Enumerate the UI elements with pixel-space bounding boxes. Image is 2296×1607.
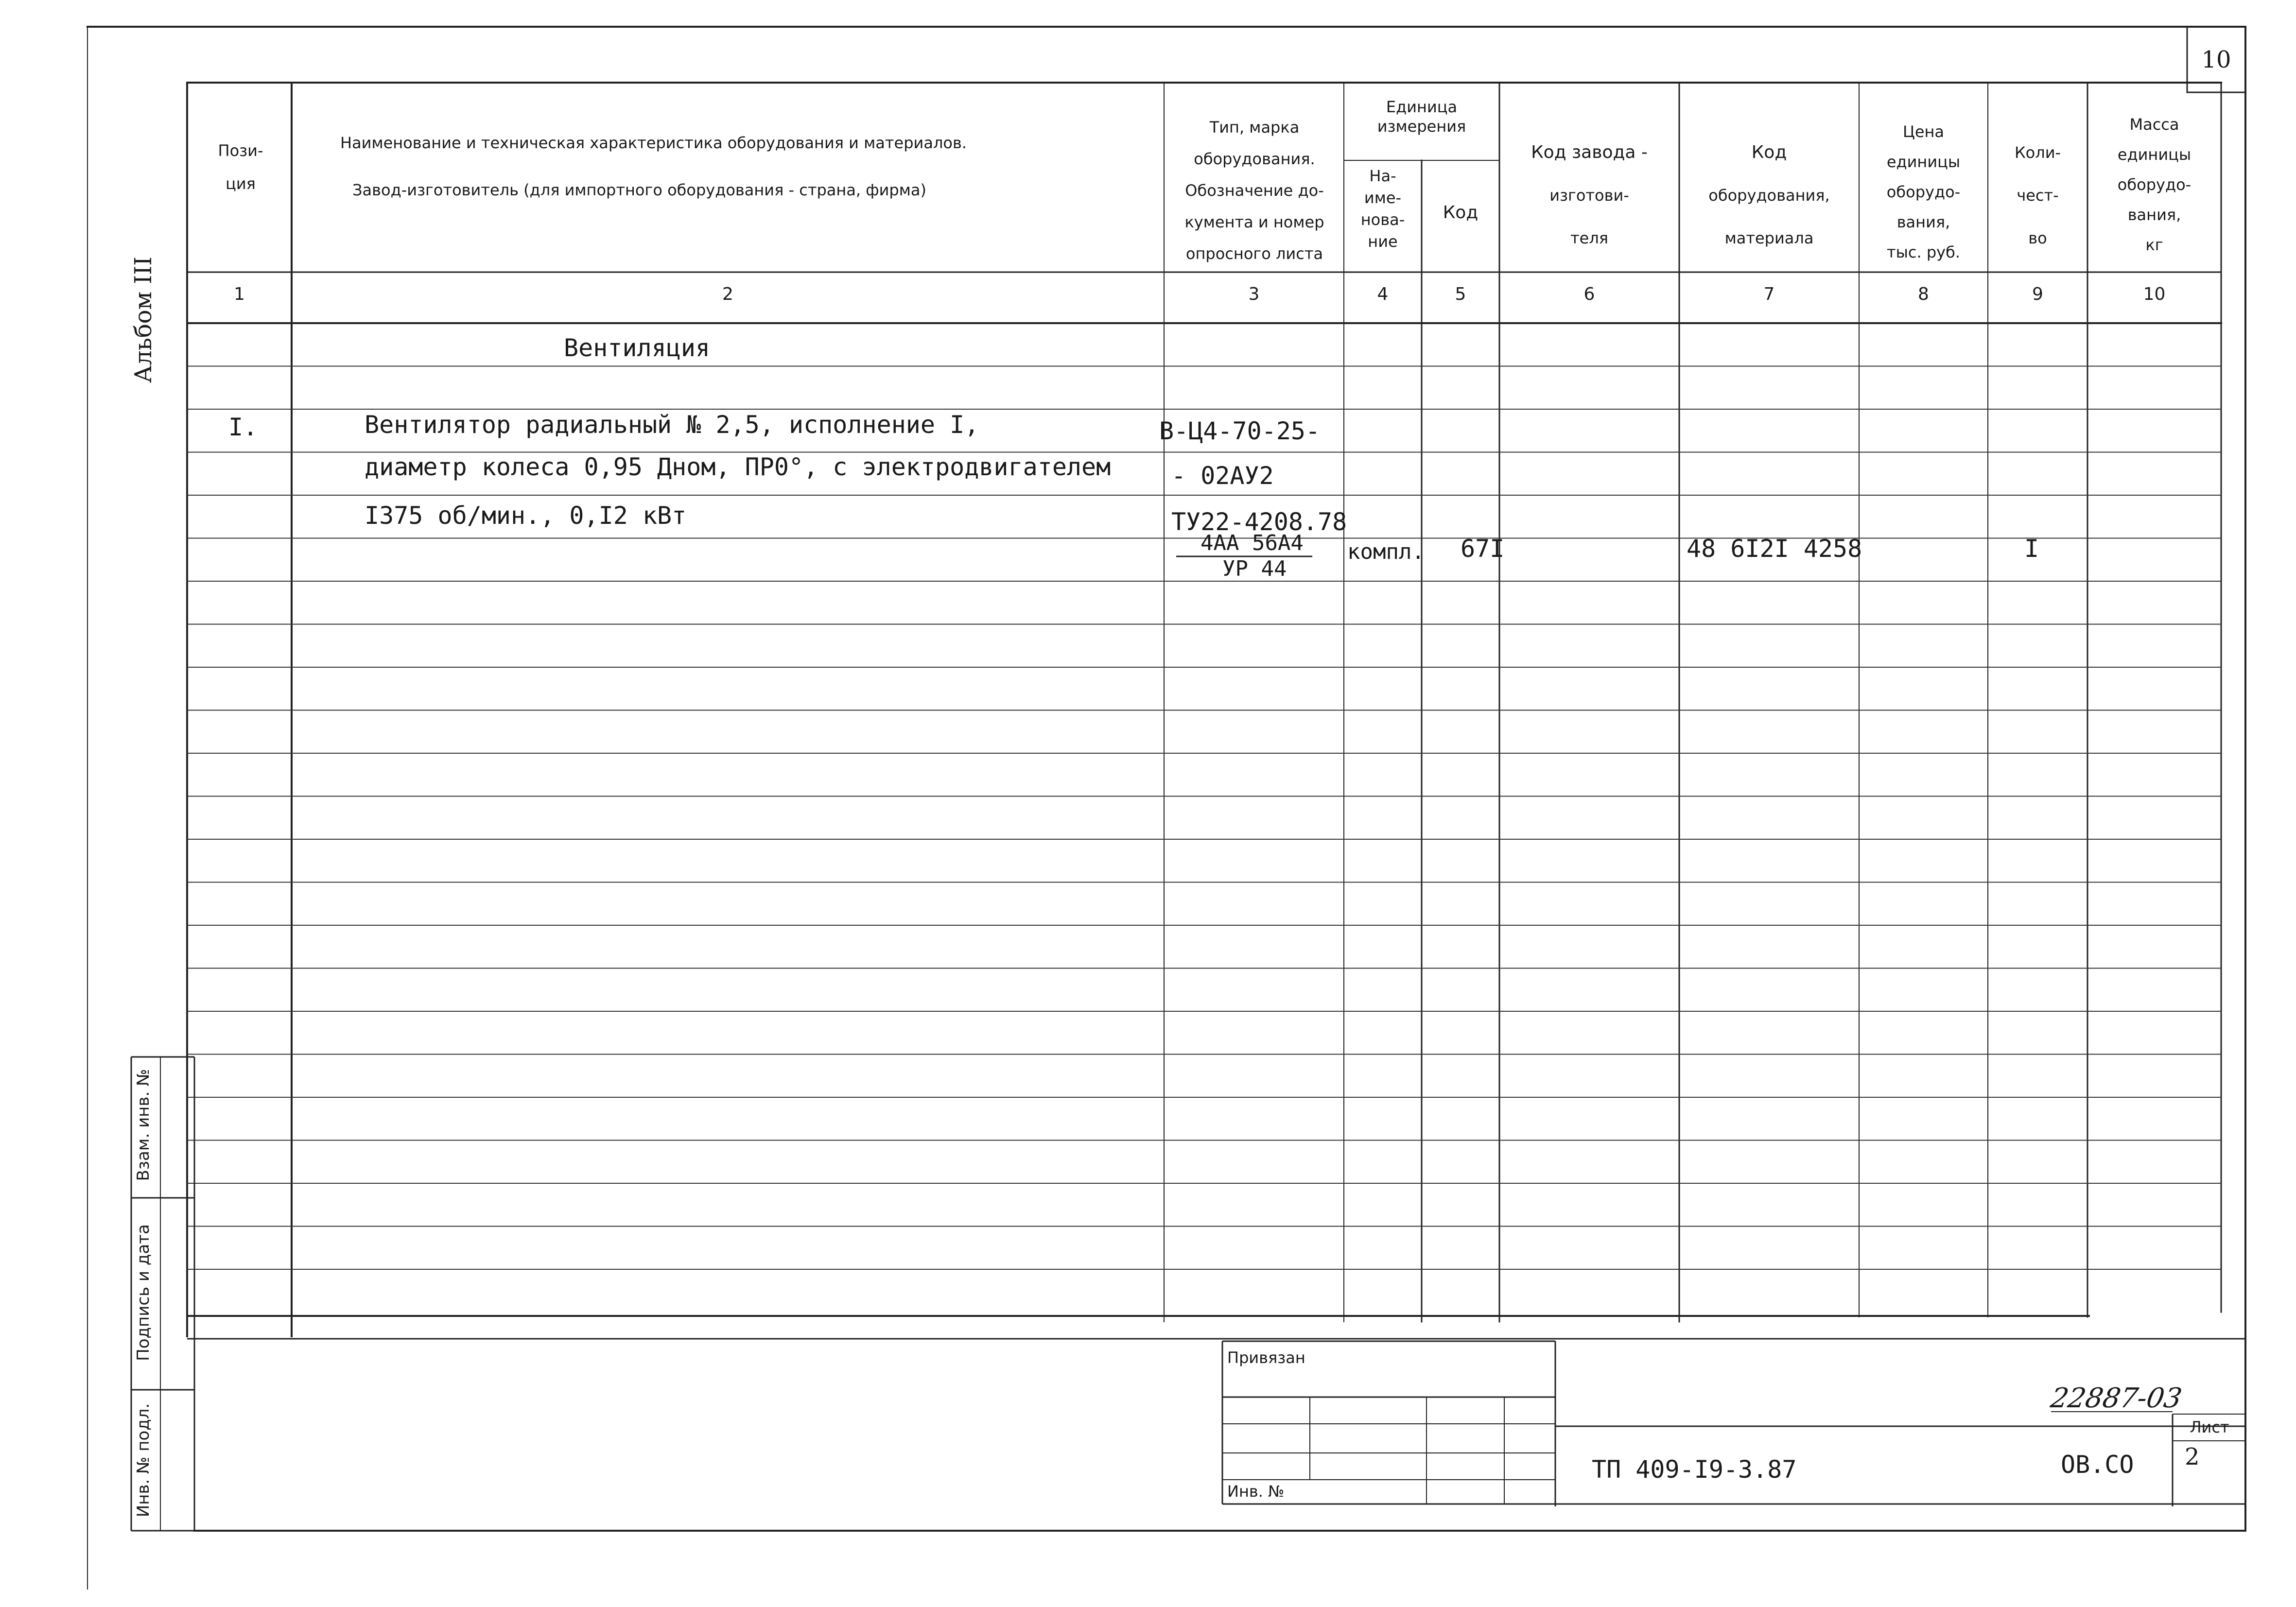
column-number-6: 6	[1583, 284, 1595, 304]
vzam-inv-label: Взам. инв. №	[134, 1069, 153, 1181]
unit-code: 67I	[1461, 535, 1505, 563]
header-type-brand: Тип, марка оборудования. Обозначение до- кумента и номер опросного листа	[1184, 118, 1324, 263]
header-unit-code: Код	[1443, 203, 1478, 223]
motor-numerator: 4АА 56А4	[1200, 531, 1304, 555]
header-mass: Масса единицы оборудо- вания, кг	[2117, 115, 2192, 254]
header-manufacturer: Завод-изготовитель (для импортного оборудования - страна, фирма)	[352, 181, 926, 199]
column-number-5: 5	[1455, 284, 1466, 304]
header-equipment-code: Код оборудования, материала	[1708, 142, 1830, 247]
doc-mark: ОВ.СО	[2061, 1451, 2134, 1479]
header-quantity: Коли- чест- во	[2014, 143, 2061, 247]
item-name-line-1: Вентилятор радиальный № 2,5, исполнение I,	[365, 411, 979, 439]
privyazan-label: Привязан	[1227, 1348, 1305, 1367]
section-title: Вентиляция	[564, 334, 711, 362]
inv-podl-label: Инв. № подл.	[134, 1403, 153, 1518]
header-name: Наименование и техническая характеристика оборудования и материалов.	[340, 134, 967, 152]
column-number-9: 9	[2032, 284, 2043, 304]
header-position: Пози- ция	[218, 141, 263, 193]
quantity: I	[2024, 535, 2039, 563]
header-unit-name: На- име- нова- ние	[1360, 167, 1405, 251]
list-number: 2	[2185, 1443, 2200, 1470]
item-position: I.	[228, 413, 258, 441]
equipment-code: 48 6I2I 4258	[1687, 535, 1862, 563]
item-name-line-2: диаметр колеса 0,95 Дном, ПР0°, с электродвигателем	[365, 453, 1111, 481]
inv-no-label: Инв. №	[1227, 1482, 1285, 1501]
column-number-4: 4	[1377, 284, 1389, 304]
column-number-3: 3	[1248, 284, 1260, 304]
motor-denominator: УР 44	[1222, 556, 1287, 581]
type-line-2: - 02АУ2	[1171, 462, 1274, 490]
column-number-7: 7	[1763, 284, 1775, 304]
unit-name: компл.	[1347, 539, 1425, 564]
doc-code: ТП 409-I9-3.87	[1592, 1455, 1797, 1484]
sheet-number: 10	[2201, 46, 2231, 73]
podpis-data-label: Подпись и дата	[134, 1224, 153, 1361]
header-unit-price: Цена единицы оборудо- вания, тыс. руб.	[1886, 122, 1961, 261]
header-unit-group: Единица измерения	[1377, 98, 1466, 136]
header-factory-code: Код завода - изготови- теля	[1531, 142, 1648, 247]
column-number-1: 1	[234, 284, 245, 304]
handwritten-number: 22887-03	[2048, 1382, 2185, 1414]
list-label: Лист	[2190, 1418, 2229, 1436]
column-number-8: 8	[1918, 284, 1929, 304]
column-number-2: 2	[722, 284, 733, 304]
album-label: Альбом III	[130, 256, 157, 383]
item-name-line-3: I375 об/мин., 0,I2 кВт	[365, 501, 687, 530]
column-number-10: 10	[2143, 284, 2166, 304]
type-line-3: ТУ22-4208.78	[1171, 508, 1347, 536]
type-line-1: В-Ц4-70-25-	[1159, 417, 1321, 445]
